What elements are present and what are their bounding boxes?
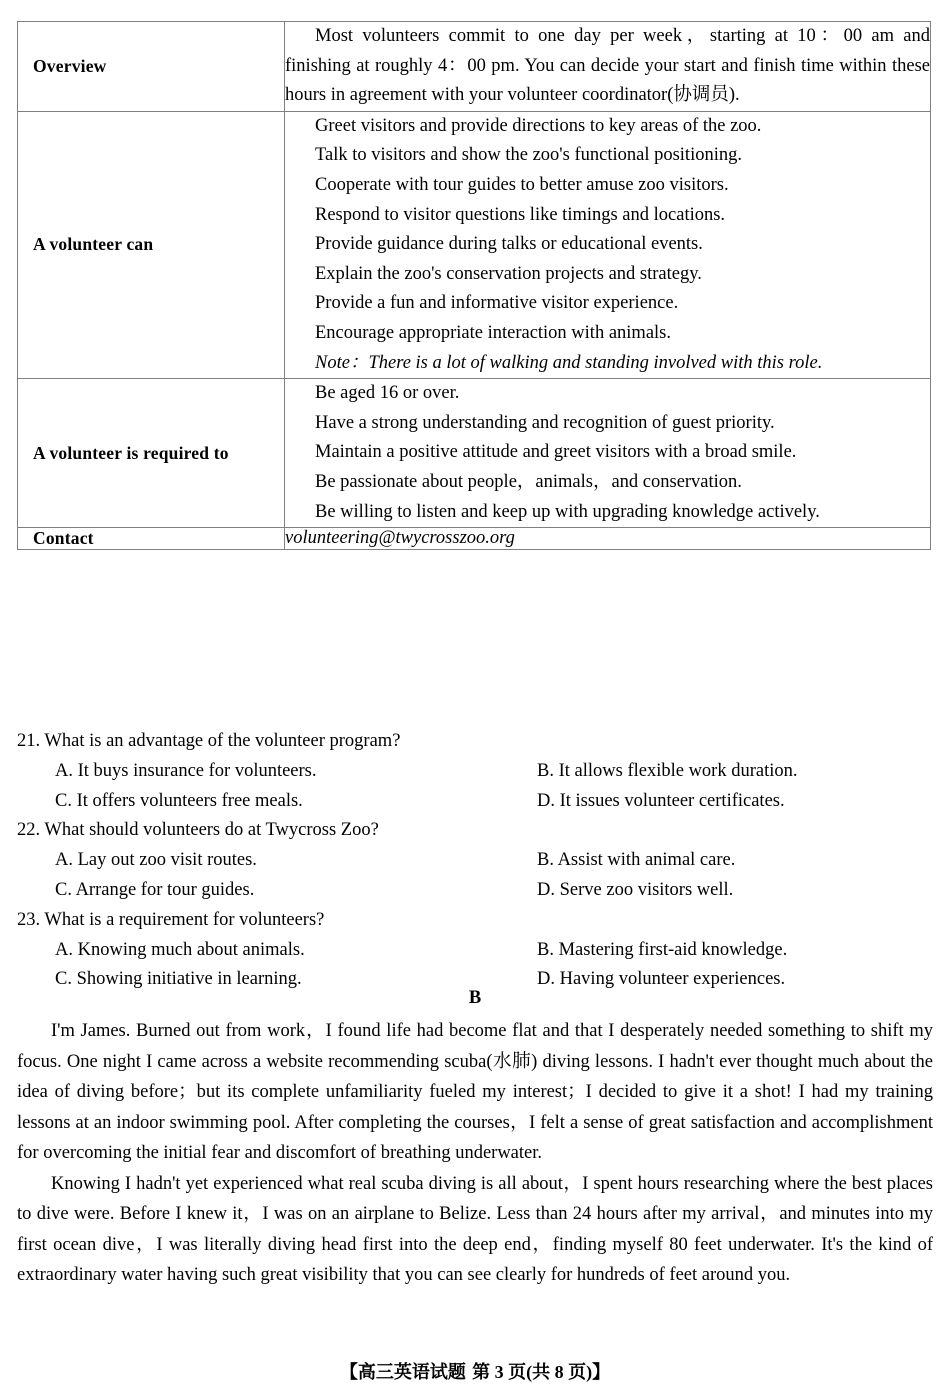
footer-subject: 【高三英语试题	[339, 1362, 466, 1383]
table-row-volunteer-required	[18, 379, 931, 528]
table-row-contact	[18, 528, 931, 550]
row-label-overview: Overview	[33, 55, 107, 76]
question-number-23: 23.	[17, 909, 41, 930]
option-23-d[interactable]: D. Having volunteer experiences.	[537, 969, 786, 990]
option-21-b[interactable]: B. It allows flexible work duration.	[537, 760, 798, 781]
volunteer-info-table	[17, 21, 931, 550]
overview-paragraph: Most volunteers commit to one day per week，starting at 10：00 am and finishing at roughly 4：00 pm. You can decide your start and finish time within these hours in agreement with your volunteer coordinator(协调员).	[285, 26, 930, 106]
row-label-cell-contact	[18, 528, 285, 550]
volunteer-required-line: Be passionate about people，animals，and conservation.	[315, 471, 742, 492]
volunteer-can-line: Explain the zoo's conservation projects and strategy.	[315, 263, 702, 284]
option-21-c[interactable]: C. It offers volunteers free meals.	[55, 790, 303, 811]
table-row-volunteer-can	[18, 111, 931, 378]
option-23-b[interactable]: B. Mastering first-aid knowledge.	[537, 939, 788, 960]
row-content-cell-contact	[285, 528, 931, 550]
volunteer-can-line: Respond to visitor questions like timings and locations.	[315, 204, 726, 225]
option-23-a[interactable]: A. Knowing much about animals.	[55, 939, 305, 960]
questions-list	[17, 727, 933, 995]
row-content-cell-volunteer-can	[285, 111, 931, 378]
option-21-d[interactable]: D. It issues volunteer certificates.	[537, 790, 785, 811]
volunteer-can-line: Greet visitors and provide directions to key areas of the zoo.	[315, 115, 762, 136]
question-item-22	[17, 816, 933, 905]
footer-page-number: 第 3 页(共 8 页)】	[472, 1362, 611, 1382]
question-stem-23	[17, 906, 933, 936]
contact-email[interactable]: volunteering@twycrosszoo.org	[285, 528, 515, 549]
row-label-cell-volunteer-can	[18, 111, 285, 378]
question-item-21	[17, 727, 933, 816]
question-stem-22	[17, 816, 933, 846]
passage-b	[17, 1016, 933, 1291]
question-text-22: What should volunteers do at Twycross Zoo?	[44, 820, 379, 841]
option-22-c[interactable]: C. Arrange for tour guides.	[55, 879, 255, 900]
row-label-volunteer-can: A volunteer can	[33, 234, 154, 255]
question-options-row-22-ab	[17, 846, 933, 876]
volunteer-required-line: Be aged 16 or over.	[315, 383, 460, 404]
passage-paragraph-1: I'm James. Burned out from work，I found life had become flat and that I desperately needed something to shift my focus. One night I came across a website recommending scuba(水肺) diving lessons. I hadn't ever thought much about the idea of diving before；but its complete unfamiliarity fueled my interest；I decided to give it a shot! I had my training lessons at an indoor swimming pool. After completing the courses，I felt a sense of great satisfaction and accomplishment for overcoming the initial fear and discomfort of breathing underwater.	[17, 1021, 933, 1163]
question-options-row-22-cd	[17, 876, 933, 906]
option-22-d[interactable]: D. Serve zoo visitors well.	[537, 879, 734, 900]
table-row-overview	[18, 22, 931, 112]
row-content-cell-volunteer-required	[285, 379, 931, 528]
question-number-21: 21.	[17, 731, 41, 751]
option-23-c[interactable]: C. Showing initiative in learning.	[55, 969, 302, 990]
question-options-row-23-ab	[17, 936, 933, 966]
section-letter-b: B	[468, 988, 482, 1008]
option-21-a[interactable]: A. It buys insurance for volunteers.	[55, 760, 317, 781]
row-label-contact: Contact	[33, 528, 94, 549]
volunteer-can-line: Provide guidance during talks or educational events.	[315, 234, 703, 255]
question-number-22: 22.	[17, 820, 41, 841]
volunteer-required-line: Have a strong understanding and recognition of guest priority.	[315, 412, 775, 433]
question-stem-21	[17, 727, 933, 757]
row-content-cell-overview	[285, 22, 931, 112]
row-label-cell-volunteer-required	[18, 379, 285, 528]
option-22-b[interactable]: B. Assist with animal care.	[537, 850, 736, 871]
page-footer	[0, 1358, 950, 1384]
volunteer-required-line: Be willing to listen and keep up with upgrading knowledge actively.	[315, 501, 820, 522]
volunteer-required-line: Maintain a positive attitude and greet visitors with a broad smile.	[315, 442, 797, 463]
option-22-a[interactable]: A. Lay out zoo visit routes.	[55, 850, 257, 871]
question-text-21: What is an advantage of the volunteer program?	[44, 731, 401, 751]
volunteer-can-line: Provide a fun and informative visitor experience.	[315, 293, 679, 314]
question-item-23	[17, 906, 933, 995]
volunteer-can-line: Encourage appropriate interaction with animals.	[315, 322, 671, 343]
row-label-cell-overview	[18, 22, 285, 112]
row-label-volunteer-required: A volunteer is required to	[33, 442, 229, 463]
volunteer-can-line: Talk to visitors and show the zoo's functional positioning.	[315, 145, 742, 166]
question-text-23: What is a requirement for volunteers?	[44, 909, 325, 930]
volunteer-can-note: Note：There is a lot of walking and standing involved with this role.	[315, 352, 823, 373]
volunteer-can-line: Cooperate with tour guides to better amuse zoo visitors.	[315, 174, 729, 195]
passage-paragraph-2: Knowing I hadn't yet experienced what real scuba diving is all about，I spent hours researching where the best places to dive were. Before I knew it，I was on an airplane to Belize. Less than 24 hours after my arrival，and minutes into my first ocean dive，I was literally diving head first into the deep end，finding myself 80 feet underwater. It's the kind of extraordinary water having such great visibility that you can see clearly for hundreds of feet around you.	[17, 1173, 933, 1285]
question-options-row-21-cd	[17, 787, 933, 817]
question-options-row-21-ab	[17, 757, 933, 787]
